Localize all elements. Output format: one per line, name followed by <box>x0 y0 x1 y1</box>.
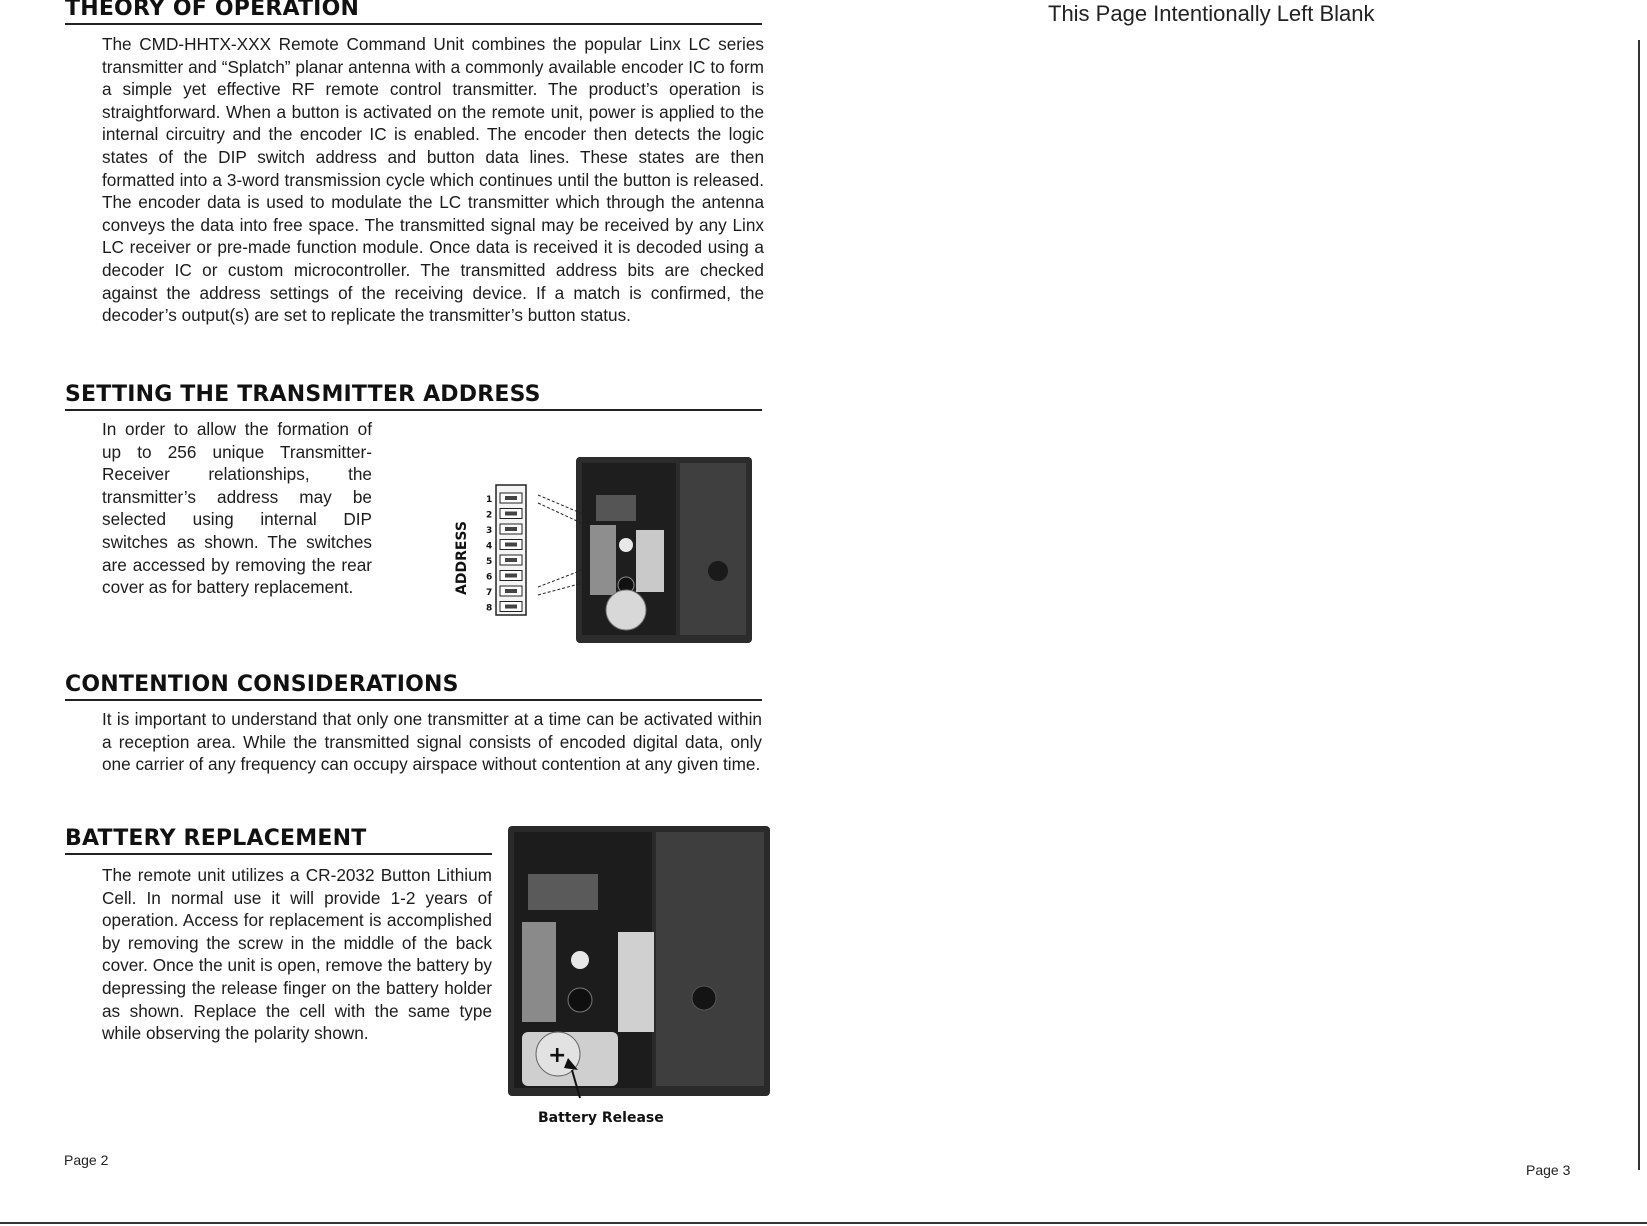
dip-switch-number-2: 2 <box>486 510 493 521</box>
paragraph-battery-replacement: The remote unit utilizes a CR-2032 Button Lithium Cell. In normal use it will provide 1-2 years of operation. Access for replacement is accomplished by removing the screw in the middle of the back cover. Once the unit is open, remove the battery by depressing the release finger on the battery holder as shown. Replace the cell with the same type while observing the polarity shown. <box>102 865 492 1044</box>
dip-switch-knob-3 <box>505 527 517 531</box>
heading-theory-of-operation: THEORY OF OPERATION <box>65 0 762 25</box>
battery-polarity-symbol: + <box>548 1043 567 1068</box>
dip-switch-knob-8 <box>505 605 517 609</box>
heading-setting-the-transmitter-address: SETTING THE TRANSMITTER ADDRESS <box>65 382 762 411</box>
pcb-connector <box>636 530 664 592</box>
screw-boss <box>708 561 728 581</box>
heading-battery-replacement: BATTERY REPLACEMENT <box>65 826 492 855</box>
enclosure-lid <box>680 463 746 635</box>
battery-release-callout: Battery Release <box>538 1110 664 1126</box>
battery-cell <box>606 590 646 630</box>
blank-page-title: This Page Intentionally Left Blank <box>1048 1 1375 26</box>
paragraph-theory-of-operation: The CMD-HHTX-XXX Remote Command Unit combines the popular Linx LC series transmitter and “Splatch” planar antenna with a commonly available encoder IC to form a simple yet effective RF remote control transmitter. The product’s operation is straightforward. When a button is activated on the remote unit, power is applied to the internal circuitry and the encoder IC is enabled. The encoder then detects the logic states of the DIP switch address and button data lines. These states are then formatted into a 3-word transmission cycle which continues until the button is released. The encoder data is used to modulate the LC transmitter which through the antenna conveys the data into free space. The transmitted signal may be received by any Linx LC receiver or pre-made function module. Once data is received it is decoded using a decoder IC or custom microcontroller. The transmitted address bits are checked against the address settings of the receiving device. If a match is confirmed, the decoder’s output(s) are set to replicate the transmitter’s button status. <box>102 34 764 326</box>
dip-switch-number-3: 3 <box>486 526 493 536</box>
paragraph-contention-considerations: It is important to understand that only one transmitter at a time can be activated within a reception area. While the transmitted signal consists of encoded digital data, only one carrier of any frequency can occupy airspace without contention at any given time. <box>102 709 762 775</box>
enclosure-lid <box>656 832 764 1086</box>
right-page-edge <box>1638 40 1640 1170</box>
dip-switch-knob-6 <box>505 574 517 578</box>
screw-boss <box>692 986 716 1010</box>
paragraph-setting-the-transmitter-address: In order to allow the formation of up to 256 unique Transmitter-Receiver relationships, the transmitter’s address may be selected using internal DIP switches as shown. The switches are accessed by removing the rear cover as for battery replacement. <box>102 419 372 598</box>
heading-contention-considerations: CONTENTION CONSIDERATIONS <box>65 672 762 701</box>
dip-switch-number-1: 1 <box>486 495 493 505</box>
dip-switch-knob-1 <box>505 496 517 500</box>
pcb-hole <box>571 951 589 969</box>
dip-switch-number-7: 7 <box>486 588 493 598</box>
pcb-dip-switch <box>590 525 616 595</box>
dip-switch-figure <box>440 455 760 647</box>
battery-figure <box>508 822 772 1127</box>
pcb-dip-switch <box>522 922 556 1022</box>
dip-switch-number-4: 4 <box>486 541 493 552</box>
ic-chip <box>596 495 636 521</box>
page-number-right: Page 3 <box>1526 1162 1571 1178</box>
dip-switch-number-5: 5 <box>486 557 493 567</box>
battery-diagram <box>508 822 772 1102</box>
pcb-hole <box>619 538 633 552</box>
dip-switch-knob-7 <box>505 589 517 593</box>
dip-switch-knob-5 <box>505 558 517 562</box>
dip-switch-diagram <box>440 455 760 647</box>
address-axis-label: ADDRESS <box>454 521 470 595</box>
dip-switch-number-6: 6 <box>486 572 493 583</box>
ic-chip <box>528 874 598 910</box>
dip-switch-knob-4 <box>505 543 517 547</box>
pcb-component <box>568 988 592 1012</box>
page-number-left: Page 2 <box>64 1152 109 1168</box>
dip-switch-number-8: 8 <box>486 603 493 614</box>
dip-switch-knob-2 <box>505 512 517 516</box>
pcb-connector <box>618 932 654 1032</box>
bottom-rule <box>0 1222 1647 1224</box>
